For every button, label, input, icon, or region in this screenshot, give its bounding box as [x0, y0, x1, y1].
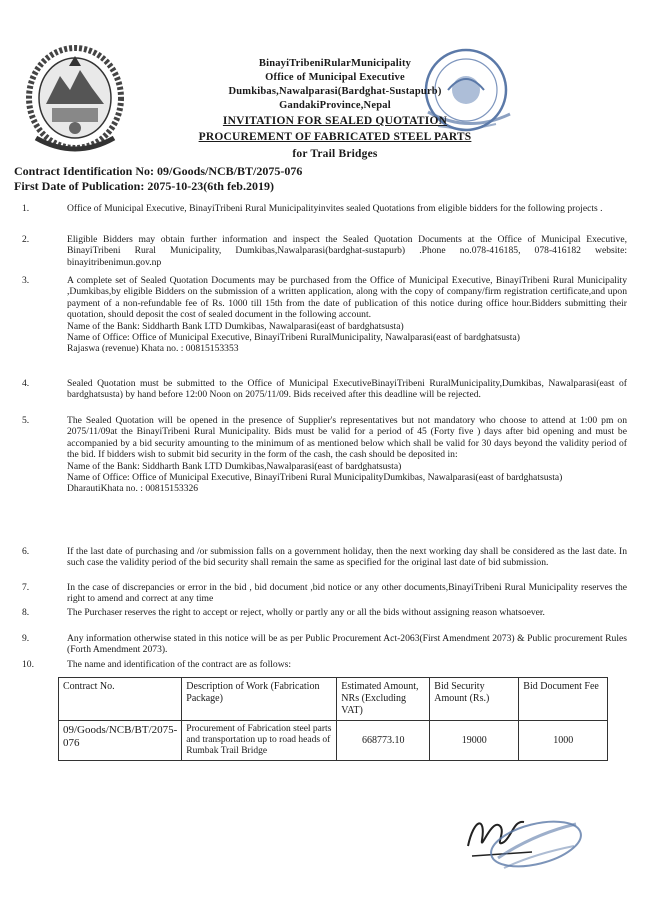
item-number: 8.	[22, 607, 30, 618]
bank-name: Name of the Bank: Siddharth Bank LTD Dumkibas,Nawalparasi(east of bardghatsusta)	[67, 460, 402, 472]
item-text: In the case of discrepancies or error in the bid , bid document ,bid notice or any other documents,BinayiTribeni Rural Municipality reserves the right to amend and correct at any time	[67, 582, 627, 605]
item-number: 2.	[22, 234, 30, 245]
nepal-emblem-icon	[22, 42, 128, 154]
item-number: 9.	[22, 633, 30, 644]
item-number: 1.	[22, 203, 30, 214]
item-text: Sealed Quotation must be submitted to the Office of Municipal ExecutiveBinayiTribeni RuralMunicipality,Dumkibas, Nawalparasi(east of bardghatsusta) by hand before 12:00 Noon on 2075/11/09. Bids received after this deadline will be rejected.	[67, 378, 627, 401]
province-line: GandakiProvince,Nepal	[279, 100, 391, 111]
item-text: Eligible Bidders may obtain further information and inspect the Sealed Quotation Documents at the Office of Municipal Executive, BinayiTribeni Rural Municipality, Dumkibas,Nawalparasi(bardghat-sustapurb) .Phone no.078-416185, 078-416182 website: binayitribenimun.gov.np	[67, 234, 627, 268]
signature-stamp-icon	[448, 798, 588, 878]
table-row	[59, 721, 608, 761]
procurement-subtitle: for Trail Bridges	[292, 148, 378, 160]
item-number: 3.	[22, 275, 30, 286]
table-header-cell: Description of Work (Fabrication Package)	[182, 678, 337, 721]
table-cell: 19000	[430, 721, 519, 761]
bank-name: Name of the Bank: Siddharth Bank LTD Dumkibas, Nawalparasi(east of bardghatsusta)	[67, 320, 404, 332]
khata-number: DharautiKhata no. : 00815153326	[67, 483, 199, 495]
contract-identification: Contract Identification No: 09/Goods/NCB/BT/2075-076	[14, 164, 303, 178]
table-cell: 09/Goods/NCB/BT/2075-076	[59, 721, 182, 761]
table-header-cell: Estimated Amount, NRs (Excluding VAT)	[337, 678, 430, 721]
address-line: Dumkibas,Nawalparasi(Bardghat-Sustapurb)	[228, 86, 442, 97]
item-text: A complete set of Sealed Quotation Documents may be purchased from the Office of Municipal Executive, BinayiTribeni Rural Municipality ,Dumkibas,by eligible Bidders on the submission of a written application, along with the copy of company/firm registration certificate,and upon payment of a non-refundable fee of Rs. 1000 till 15th from the date of publication of this notice during office hour.Bidders submitting their quotation, should deposit the cost of sealed document in the following account.	[67, 275, 627, 321]
publication-date: First Date of Publication: 2075-10-23(6th feb.2019)	[14, 179, 274, 193]
item-text: The Sealed Quotation will be opened in the presence of Supplier's representatives but not mandatory who choose to attend at 1:00 pm on 2075/11/09at the BinayiTribeni Rural Municipality. Bids must be valid for a period of 45 (Forty five ) days after bid opening and must be accompanied by a bid security amounting to the minimum of as mentioned below which shall be valid for 30 days beyond the validity period of the bid. If bidders wish to submit bid security in the form of the cash, the cash should be deposited in:	[67, 415, 627, 461]
contract-table	[58, 677, 608, 761]
item-text: Any information otherwise stated in this notice will be as per Public Procurement Act-2063(First Amendment 2073) & Public procurement Rules (Forth Amendment 2073).	[67, 633, 627, 656]
office-account-name: Name of Office: Office of Municipal Executive, BinayiTribeni Rural MunicipalityDumkibas, Nawalparasi(east of bardghatsusta)	[67, 472, 563, 484]
item-text: The Purchaser reserves the right to accept or reject, wholly or partly any or all the bids without assigning reason whatsoever.	[67, 607, 545, 618]
table-header-cell: Bid Security Amount (Rs.)	[430, 678, 519, 721]
table-cell: Procurement of Fabrication steel parts and transportation up to road heads of Rumbak Trail Bridge	[182, 721, 337, 761]
table-cell: 1000	[519, 721, 608, 761]
table-header-cell: Bid Document Fee	[519, 678, 608, 721]
item-number: 4.	[22, 378, 30, 389]
item-text: The name and identification of the contract are as follows:	[67, 659, 292, 670]
table-header-cell: Contract No.	[59, 678, 182, 721]
table-cell: 668773.10	[337, 721, 430, 761]
item-number: 6.	[22, 546, 30, 557]
office-account-name: Name of Office: Office of Municipal Executive, BinayiTribeni RuralMunicipality, Nawalparasi(east of bardghatsusta)	[67, 332, 520, 344]
item-number: 10.	[22, 659, 34, 670]
item-text: Office of Municipal Executive, BinayiTribeni Rural Municipalityinvites sealed Quotations from eligible bidders for the following projects .	[67, 203, 603, 214]
table-header-row	[59, 678, 608, 721]
procurement-title: PROCUREMENT OF FABRICATED STEEL PARTS	[198, 131, 472, 143]
notice-title: INVITATION FOR SEALED QUOTATION	[222, 115, 448, 127]
municipality-name: BinayiTribeniRularMunicipality	[258, 58, 412, 69]
office-name: Office of Municipal Executive	[265, 72, 405, 83]
item-text: If the last date of purchasing and /or submission falls on a government holiday, then the next working day shall be considered as the last date. In such case the validity period of the bid security shall remain the same as specified for the original last date of bid submission.	[67, 546, 627, 569]
khata-number: Rajaswa (revenue) Khata no. : 00815153353	[67, 343, 239, 355]
item-number: 5.	[22, 415, 30, 426]
item-number: 7.	[22, 582, 30, 593]
